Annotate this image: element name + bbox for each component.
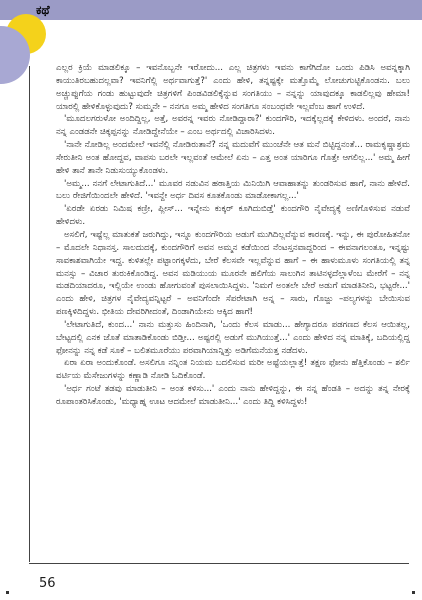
- paragraph: 'ಅಮ್ಮ... ನನಗೆ ಲೇಟಾಗುತಿದೆ...' ಮೂವರ ನಡುವಿನ ಹಠಾತ್ತಿಯ ಮಿನಿಯಿಗಿ ಆವಾಹಾತನ್ನು ತುಂಡರಿಸುವ ಹಾಗೆ, ನಾನು ಹೇಳಿದೆ. ಬಲು ರೇಜಿಗೆಯಿಂದಲೇ ಹೇಳಿದೆ. 'ಇವನ್ದೇ ಅರ್ಧ ದಿವಸ ಕೂತಕೊಂಡು ಮಾಡೋಕಾಗಲ್ಲ...': [56, 178, 410, 202]
- article-body: [56, 62, 410, 409]
- paragraph: 'ಅರ್ಧ ಗಂಟೆ ತಡವು ಮಾಡುತೀನಿ – ಅಂತ ಕಳಿಸು...' ಎಂದು ನಾನು ಹೇಳಿದ್ದನ್ನು, ಈ ನನ್ನ ಹೆಂಡತಿ – ಅದನ್ನು ತನ್ನ ನೇರಕ್ಕೆ ರೂಪಾಂತರಿಸಿಕೊಂಡು, 'ಮಧ್ಯಾಹ್ನ ಊಟ ಆದಮೇಲೆ ಮಾಡುತೀನಿ...' ಎಂದು ತಿದ್ದಿ ಕಳಿಸಿದ್ದಳು!: [56, 384, 410, 407]
- margin-rule-vertical: [29, 66, 30, 562]
- corner-mark: [412, 591, 415, 594]
- header-bar: [0, 0, 422, 20]
- page-number: 56: [39, 576, 56, 591]
- paragraph: 'ಲೇಟಾಗುತಿದೆ, ಕುಂದ...' ನಾನು ಮತ್ತುಸು ಹಿಂದಿನಾಗಿ, 'ಒಂದು ಕೆಲಸ ಮಾಡು... ಹೇಗ್ಯಾದರೂ ಪಡಗಣದ ಕೆಲಸ ಆಯಿತಲ್ಲ, ಬೇಟ್ಟದಲ್ಲಿ ಎನಕ ಜೊತೆ ಮಾತಾಡಿಕೊಂಡು ಬಿಡ್ತೀ... ಅಷ್ಟರಲ್ಲಿ ಅಡುಗೆ ಮುಗಿಯುತ್ತೆ...' ಎಂದು ಹೇಳಿದ ನನ್ನ ಮಾತಿಕ್ಕೆ, ಬದಿಯಲ್ಲಿದ್ದ ಫೋನನ್ನು ನನ್ನ ಕಡೆ ಸೂಕೆ – ಬಲಿತಮೂರೆಯು ಪರವಾಗಿಯಾನ್ನಿತ್ತು ಅಡಿಗೆಮನೆಯತ್ತ ನಡೆದಳು.: [56, 319, 410, 356]
- header-title: ಕಥೆ: [36, 3, 50, 17]
- paragraph: 'ಏರಡೇ ಏರಡು ನಿಮಿಷ ಕಣ್ರೀ, ಪ್ಲೀಸ್... ಇನ್ನೇನು ಕುಕ್ಕರ್ ಕೂಗಿದುಬಿಡ್ತೆ' ಕುಂದಗೌರಿ ನೈವೇದ್ಯಕ್ಕೆ ಅಣಿಗೊಳಿಸುವ ನಡುವೆ ಹೇಳಿದಳು.: [56, 204, 410, 228]
- paragraph: ಏರಾ ಏರಾ ಅಂದುಕೊಂಡೆ. ಅಸಲಿಗೂ ನನ್ನಿಂತ ನಿಯಮ ಬದಲಿಸುವ ಮರೀ ಅಷ್ಟೆಯಲ್ಲಾತ್ತೆ! ತಕ್ಷಣ ಫೋನು ಹೆತ್ತಿಕೊಂಡು – ಶರ್ಲಿ ವರ್ಟಿಯ ಮೆಸೇಜುಗಳನ್ನು ಕಣ್ಣಾಡಿ ನೋಡಿ ಓದಿಕೊಂಡೆ.: [56, 358, 410, 382]
- paragraph: ಎಲ್ಲರ ಕ್ರಿಯೆ ಮಾಡಲಿಕ್ಕೂ – ಇವನೊಬ್ಬನೇ ಇರೋದು... ಎಲ್ಲ ಚಿತ್ರಗಳು ಇವನು ಕಾಗೆಗಿದೋ ಒಂದು ಪಿಡಿಸಿ ಅವನ್ನಕ್ಕಾಗಿ ಕಾಯುತಿರಬಹುದಲ್ಲವಾ? ಇವನಿಗೆಲ್ಲಿ ಅರ್ಥವಾಗುತ್ತೆ?' ಎಂದು ಹೇಳಿ, ತನ್ನಷ್ಟಕ್ಕೇ ಮತ್ತೊಮ್ಮೆ ಲೋಚುಗುಟ್ಟಿಕೊಂಡನು. ಬಲು ಅಚ್ಚುಪ್ಪುಗೆಯ ಗಂಡು ಹುಟ್ಟುವುದೇ ಚಿತ್ರಗಳಿಗೆ ಪಿಂಡವಿಡಲಿಕ್ಕೆನ್ನುವ ಸಂಗತಿಯು – ನನ್ನನ್ನು ಯಾವುದಕ್ಕೂ ಕಾಡಲಿಲ್ಲವು ಹೇಮಾ! ಯಾರಲ್ಲಿ ಹೇಳಿಕೊಳ್ಳುವುದು? ಸುಮ್ಮನೇ – ನನಗೂ ಅಮ್ಮ ಹೇಳಿದ ಸಂಗತಿಗೂ ಸಂಬಂಧವೇ ಇಲ್ಲವೆಂಬ ಹಾಗೆ ಉಳಿದೆ.: [56, 63, 410, 112]
- margin-rule-horizontal: [29, 563, 409, 564]
- paragraph: ಅಸಲಿಗೆ, ಇಷ್ಟೆಲ್ಲ ಮಾತುಕತೆ ಜರುಗಿದ್ದು, ಇನ್ನೂ ಕುಂದಗೌರಿಯ ಅಡುಗೆ ಮುಗಿದಿಲ್ಲವೆನ್ನುವ ಕಾರಣಕ್ಕೆ. ಇನ್ನು, ಈ ಪುರೋಹಿತನೋ – ಮೊದಲೇ ನಿಧಾನಸ್ತ. ಸಾಲದುದಕ್ಕೆ, ಕುಂದಗೌರಿಗೆ ಅವನ ಅಮ್ಮನ ಕಡೆಯಿಂದ ನೆಂಟಸ್ತನವಾದ್ದರಿಂದ – ಈವನಾಗಲಂತೂ, ಇನ್ನಷ್ಟು ಸಾವಕಾಶವಾಗಿಯೇ ಇದ್ದ. ಕುಳಿತಲ್ಲೇ ಪಟ್ಟಾಂಗಕ್ಕಳೆದು, ಬೇರೆ ಕೆಲಸವೇ ಇಲ್ಲವೆನ್ನುವ ಹಾಗೆ – ಈ ಹಾಳುಮೂಳು ಸಂಗತಿಯಲ್ಲಿ ತನ್ನ ಮನಸ್ಸು – ವಿಚಾರ ತುರುಕಿಕೊಂಡಿದ್ದ. ಅವನ ಮಡಿಯುಯ ಮೂರನೇ ಹಲಿಗೆಯ ಸಾಲುಗಿನ ತಾಟಿನಳ್ಳದೆಲ್ಲಾಳೆಂಬ ಮೇರೆಗೆ – ನನ್ನ ಮಡದಿಯಾದರೂ, ಇಲ್ಲಿಯೇ ಉಂಡು ಹೋಗುವಂತೆ ಪುಸಲಾಯಿಸಿದ್ದಳು. 'ನಿಮಗೆ ಅಂತಲೇ ಬೇರೆ ಅಡುಗೆ ಮಾಡತಿನೀನಿ, ಭಟ್ಟರೇ...' ಎಂದು ಹೇಳಿ, ಚಿತ್ರಗಳ ನೈವೇದ್ಯವನ್ನಿಟ್ಟರೆ – ಅವನಿಗೆಂದೇ ಸೆಪರೇಟಾಗಿ ಅನ್ನ – ಸಾರು, ಗೊಜ್ಜು –ಪಲ್ಯಗಳನ್ನು ಬೇಯಿಸುವ ಪಣಕ್ಕಿಳಿದಿದ್ದಳು. ಭೀತಿಯ ದೇವರಿಗೀದಂತೆ, ದಿಂಡಾಗಿಯೇನು ಆಕ್ಕಿದ ಹಾಗೆ!: [56, 229, 410, 318]
- corner-mark: [6, 591, 9, 594]
- paragraph: 'ನಾನೇ ನೋಡಿಲ್ಲ ಅಂದಮೇಲೆ ಇವನೆಲ್ಲಿ ನೋಡಿರುತಾನೆ? ನನ್ನ ಮದುವೆಗೆ ಮುಂಚೆನೇ ಆತ ಮನೆ ಬಿಟ್ಟಿದ್ದನಂತೆ... ರಾಮಕೃಷ್ಣಾಶ್ರಮ ಸೇರುತೀನಿ ಅಂತ ಹೋದ್ದವ, ವಾಪಸು ಬರಲೇ ಇಲ್ಲವಂತೆ ಆಮೇಲೆ ಏನು – ಎತ್ತ ಅಂತ ಯಾರಿಗೂ ಗೊತ್ತೇ ಆಗಲಿಲ್ಲ...' ಅಮ್ಮ ಹೀಗೆ ಹೇಳಿ ತಾನೆ ತಾನೇ ನಿಡುಸುಯ್ಯುಕೊಂಡಳು.: [56, 140, 410, 176]
- paragraph: 'ಮೂದಲಗರುಳೋ ಅಂದಿದ್ದಿಲ್ಲ, ಅತ್ತೆ, ಅವರನ್ನ ಇವರು ನೋಡಿದ್ದಾರಾ?' ಕುಂದಗೌರಿ, ಇದಕ್ಕೆಲ್ಲದಕ್ಕೆ ಕೇಳಿದಳು. ಅಂದರೆ, ನಾನು ನನ್ನ ಎಂಡಡನೇ ಚಿಕ್ಕಪ್ಪನನ್ನು ನೋಡಿದ್ದೇನೆಯೇ – ಎಂಬ ಅರ್ಥದಲ್ಲಿ ವಿಚಾರಿಸಿದಳು.: [56, 114, 410, 138]
